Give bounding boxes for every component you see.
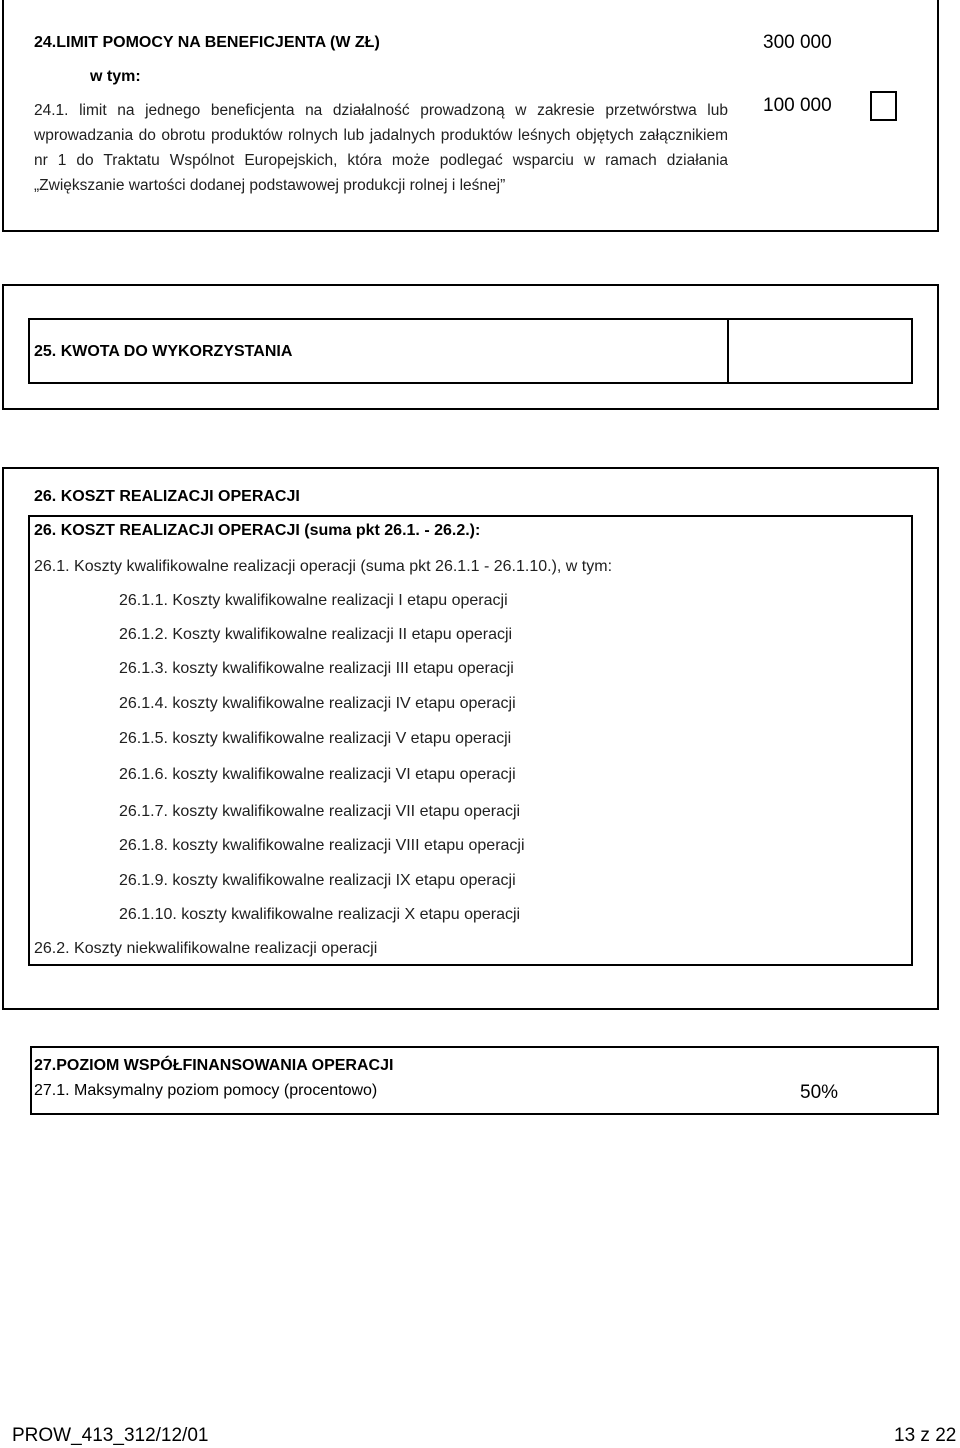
section-25-divider bbox=[727, 318, 729, 384]
sub-limit-checkbox[interactable] bbox=[870, 91, 897, 121]
stage-cost-label: 26.1.3. koszty kwalifikowalne realizacji III etapu operacji bbox=[119, 660, 514, 677]
section-24-1-description: 24.1. limit na jednego beneficjenta na działalność prowadzoną w zakresie przetwórstwa lub wprowadzania do obrotu produktów rolnych lub jadalnych produktów leśnych objętych załącznikiem nr 1 do Traktatu Wspólnot Europejskich, która może podlegać wsparciu w ramach działania „Zwiększanie wartości dodanej podstawowej produkcji rolnej i leśnej” bbox=[34, 102, 728, 194]
section-24-subtitle: w tym: bbox=[90, 68, 141, 85]
max-aid-level-label: 27.1. Maksymalny poziom pomocy (procentowo) bbox=[34, 1082, 378, 1099]
stage-cost-label: 26.1.2. Koszty kwalifikowalne realizacji II etapu operacji bbox=[119, 626, 513, 643]
section-26-sum-label: 26. KOSZT REALIZACJI OPERACJI (suma pkt 26.1. - 26.2.): bbox=[34, 522, 481, 539]
sub-limit-value: 100 000 bbox=[763, 95, 832, 116]
stage-cost-label: 26.1.8. koszty kwalifikowalne realizacji VIII etapu operacji bbox=[119, 837, 525, 854]
limit-value: 300 000 bbox=[763, 32, 832, 53]
qualified-costs-label: 26.1. Koszty kwalifikowalne realizacji operacji (suma pkt 26.1.1 - 26.1.10.), w tym: bbox=[34, 558, 613, 575]
section-27-title: 27.POZIOM WSPÓŁFINANSOWANIA OPERACJI bbox=[34, 1057, 394, 1074]
stage-cost-label: 26.1.10. koszty kwalifikowalne realizacji X etapu operacji bbox=[119, 906, 521, 923]
max-aid-level-value: 50% bbox=[800, 1082, 839, 1103]
stage-cost-label: 26.1.1. Koszty kwalifikowalne realizacji I etapu operacji bbox=[119, 592, 508, 609]
stage-cost-label: 26.1.9. koszty kwalifikowalne realizacji IX etapu operacji bbox=[119, 872, 516, 889]
section-24-title: 24.LIMIT POMOCY NA BENEFICJENTA (W ZŁ) bbox=[34, 34, 380, 51]
form-code: PROW_413_312/12/01 bbox=[12, 1425, 209, 1446]
section-25-title: 25. KWOTA DO WYKORZYSTANIA bbox=[34, 343, 293, 360]
stage-cost-label: 26.1.6. koszty kwalifikowalne realizacji VI etapu operacji bbox=[119, 766, 516, 783]
unqualified-costs-label: 26.2. Koszty niekwalifikowalne realizacji operacji bbox=[34, 940, 378, 957]
section-26-title: 26. KOSZT REALIZACJI OPERACJI bbox=[34, 488, 300, 505]
stage-cost-label: 26.1.4. koszty kwalifikowalne realizacji IV etapu operacji bbox=[119, 695, 516, 712]
stage-cost-label: 26.1.7. koszty kwalifikowalne realizacji VII etapu operacji bbox=[119, 803, 521, 820]
page-number: 13 z 22 bbox=[894, 1425, 957, 1446]
stage-cost-label: 26.1.5. koszty kwalifikowalne realizacji V etapu operacji bbox=[119, 730, 512, 747]
